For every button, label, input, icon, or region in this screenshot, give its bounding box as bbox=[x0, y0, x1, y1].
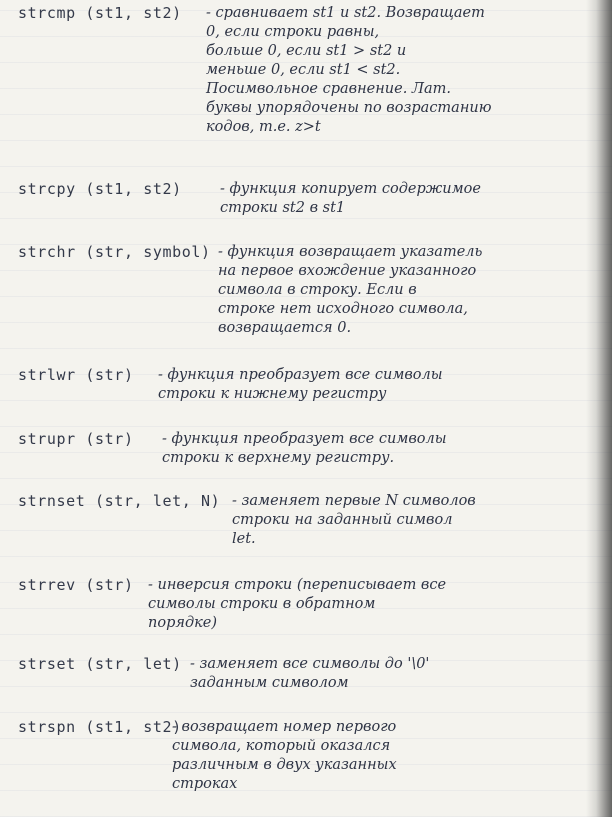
function-description: - заменяет все символы до '\0' заданным символом bbox=[190, 656, 430, 691]
function-signature: strset (str, let) bbox=[18, 655, 182, 673]
function-signature: strrev (str) bbox=[18, 576, 134, 594]
function-description: - сравнивает st1 и st2. Возвращает 0, если строки равны, больше 0, если st1 > st2 и меньше 0, если st1 < st2. Посимвольное сравнение. Лат. буквы упорядочены по возрастанию кодов, т.е. z>t bbox=[206, 5, 492, 135]
function-signature: strcmp (st1, st2) bbox=[18, 4, 182, 22]
function-signature: strnset (str, let, N) bbox=[18, 492, 221, 510]
function-description: - функция копирует содержимое строки st2 в st1 bbox=[220, 181, 481, 216]
function-signature: strupr (str) bbox=[18, 430, 134, 448]
function-description: - функция преобразует все символы строки к нижнему регистру bbox=[158, 367, 443, 402]
function-description: - функция преобразует все символы строки к верхнему регистру. bbox=[162, 431, 447, 466]
function-signature: strcpy (st1, st2) bbox=[18, 180, 182, 198]
function-signature: strlwr (str) bbox=[18, 366, 134, 384]
function-description: - функция возвращает указатель на первое вхождение указанного символа в строку. Если в строке нет исходного символа, возвращается 0. bbox=[218, 244, 483, 336]
function-signature: strspn (st1, st2) bbox=[18, 718, 182, 736]
function-signature: strchr (str, symbol) bbox=[18, 243, 211, 261]
function-description: - возвращает номер первого символа, который оказался различным в двух указанных строках bbox=[172, 719, 397, 792]
function-description: - заменяет первые N символов строки на заданный символ let. bbox=[232, 493, 476, 547]
function-description: - инверсия строки (переписывает все символы строки в обратном порядке) bbox=[148, 577, 447, 631]
